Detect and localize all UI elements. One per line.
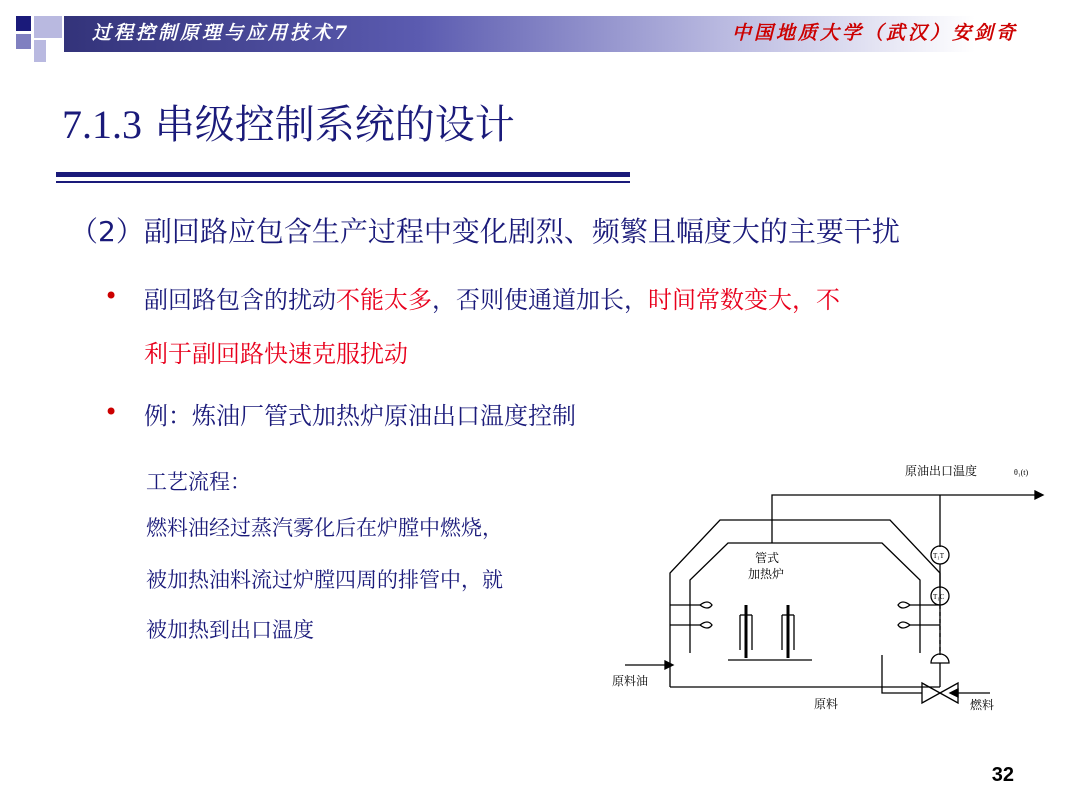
bullet-1-text-a: 副回路包含的扰动 (144, 286, 336, 314)
burner-left-1 (700, 602, 712, 608)
furnace-label-1: 管式 (755, 551, 780, 565)
outlet-arrow (1035, 491, 1043, 499)
process-line-1: 燃料油经过蒸汽雾化后在炉膛中燃烧， (146, 516, 503, 540)
corner-square-mid (16, 34, 31, 49)
page-number: 32 (991, 764, 1014, 786)
crude-inlet-pipe (625, 655, 670, 665)
furnace-label-2: 加热炉 (748, 567, 785, 581)
burner-right-1 (898, 602, 910, 608)
controller-label: T₁C (933, 593, 945, 601)
transmitter-label: T₁T (933, 552, 944, 560)
furnace-process-diagram (600, 455, 1050, 725)
title-rule-thick (56, 172, 630, 177)
bullet-1-highlight-c: ，不 (792, 286, 840, 314)
bullet-1-text-b: ，否则使通道加长， (432, 286, 648, 314)
process-label: 工艺流程： (146, 470, 251, 494)
bullet-marker-2: • (104, 398, 119, 426)
course-title: 过程控制原理与应用技术7 (92, 22, 351, 44)
corner-square-light-2 (34, 40, 46, 62)
fuel-label: 燃料 (970, 698, 995, 712)
section-heading: （2）副回路应包含生产过程中变化剧烈、频繁且幅度大的主要干扰 (70, 215, 900, 248)
feed-label: 原料 (814, 697, 839, 711)
bullet-1-highlight-b: 时间常数变大 (648, 286, 792, 314)
outlet-label: 原油出口温度 (905, 464, 978, 478)
furnace-outer-shell (670, 520, 940, 655)
process-line-3: 被加热到出口温度 (146, 618, 314, 642)
burner-left-2 (700, 622, 712, 628)
furnace-inner-shell (690, 543, 920, 653)
slide-title (62, 93, 515, 150)
title-text: 串级控制系统的设计 (154, 102, 515, 148)
title-rule-thin (56, 181, 630, 183)
valve-actuator (931, 654, 949, 663)
process-line-2: 被加热油料流过炉膛四周的排管中，就 (146, 568, 503, 592)
outlet-pipe (772, 495, 1035, 543)
bullet-marker-1: • (104, 282, 119, 310)
crude-in-label: 原料油 (612, 674, 649, 688)
corner-square-light-1 (34, 16, 62, 38)
outlet-symbol: θ₁(t) (1014, 468, 1029, 477)
corner-square-dark (16, 16, 31, 31)
bullet-2-text: 例：炼油厂管式加热炉原油出口温度控制 (144, 402, 576, 430)
bullet-1-line-2: 利于副回路快速克服扰动 (144, 340, 408, 368)
bullet-1-line-1 (144, 280, 840, 315)
institution-author: 中国地质大学（武汉）安剑奇 (731, 22, 1018, 44)
bullet-1-highlight-a: 不能太多 (336, 286, 432, 314)
burner-right-2 (898, 622, 910, 628)
title-number: 7.1.3 (62, 102, 142, 147)
